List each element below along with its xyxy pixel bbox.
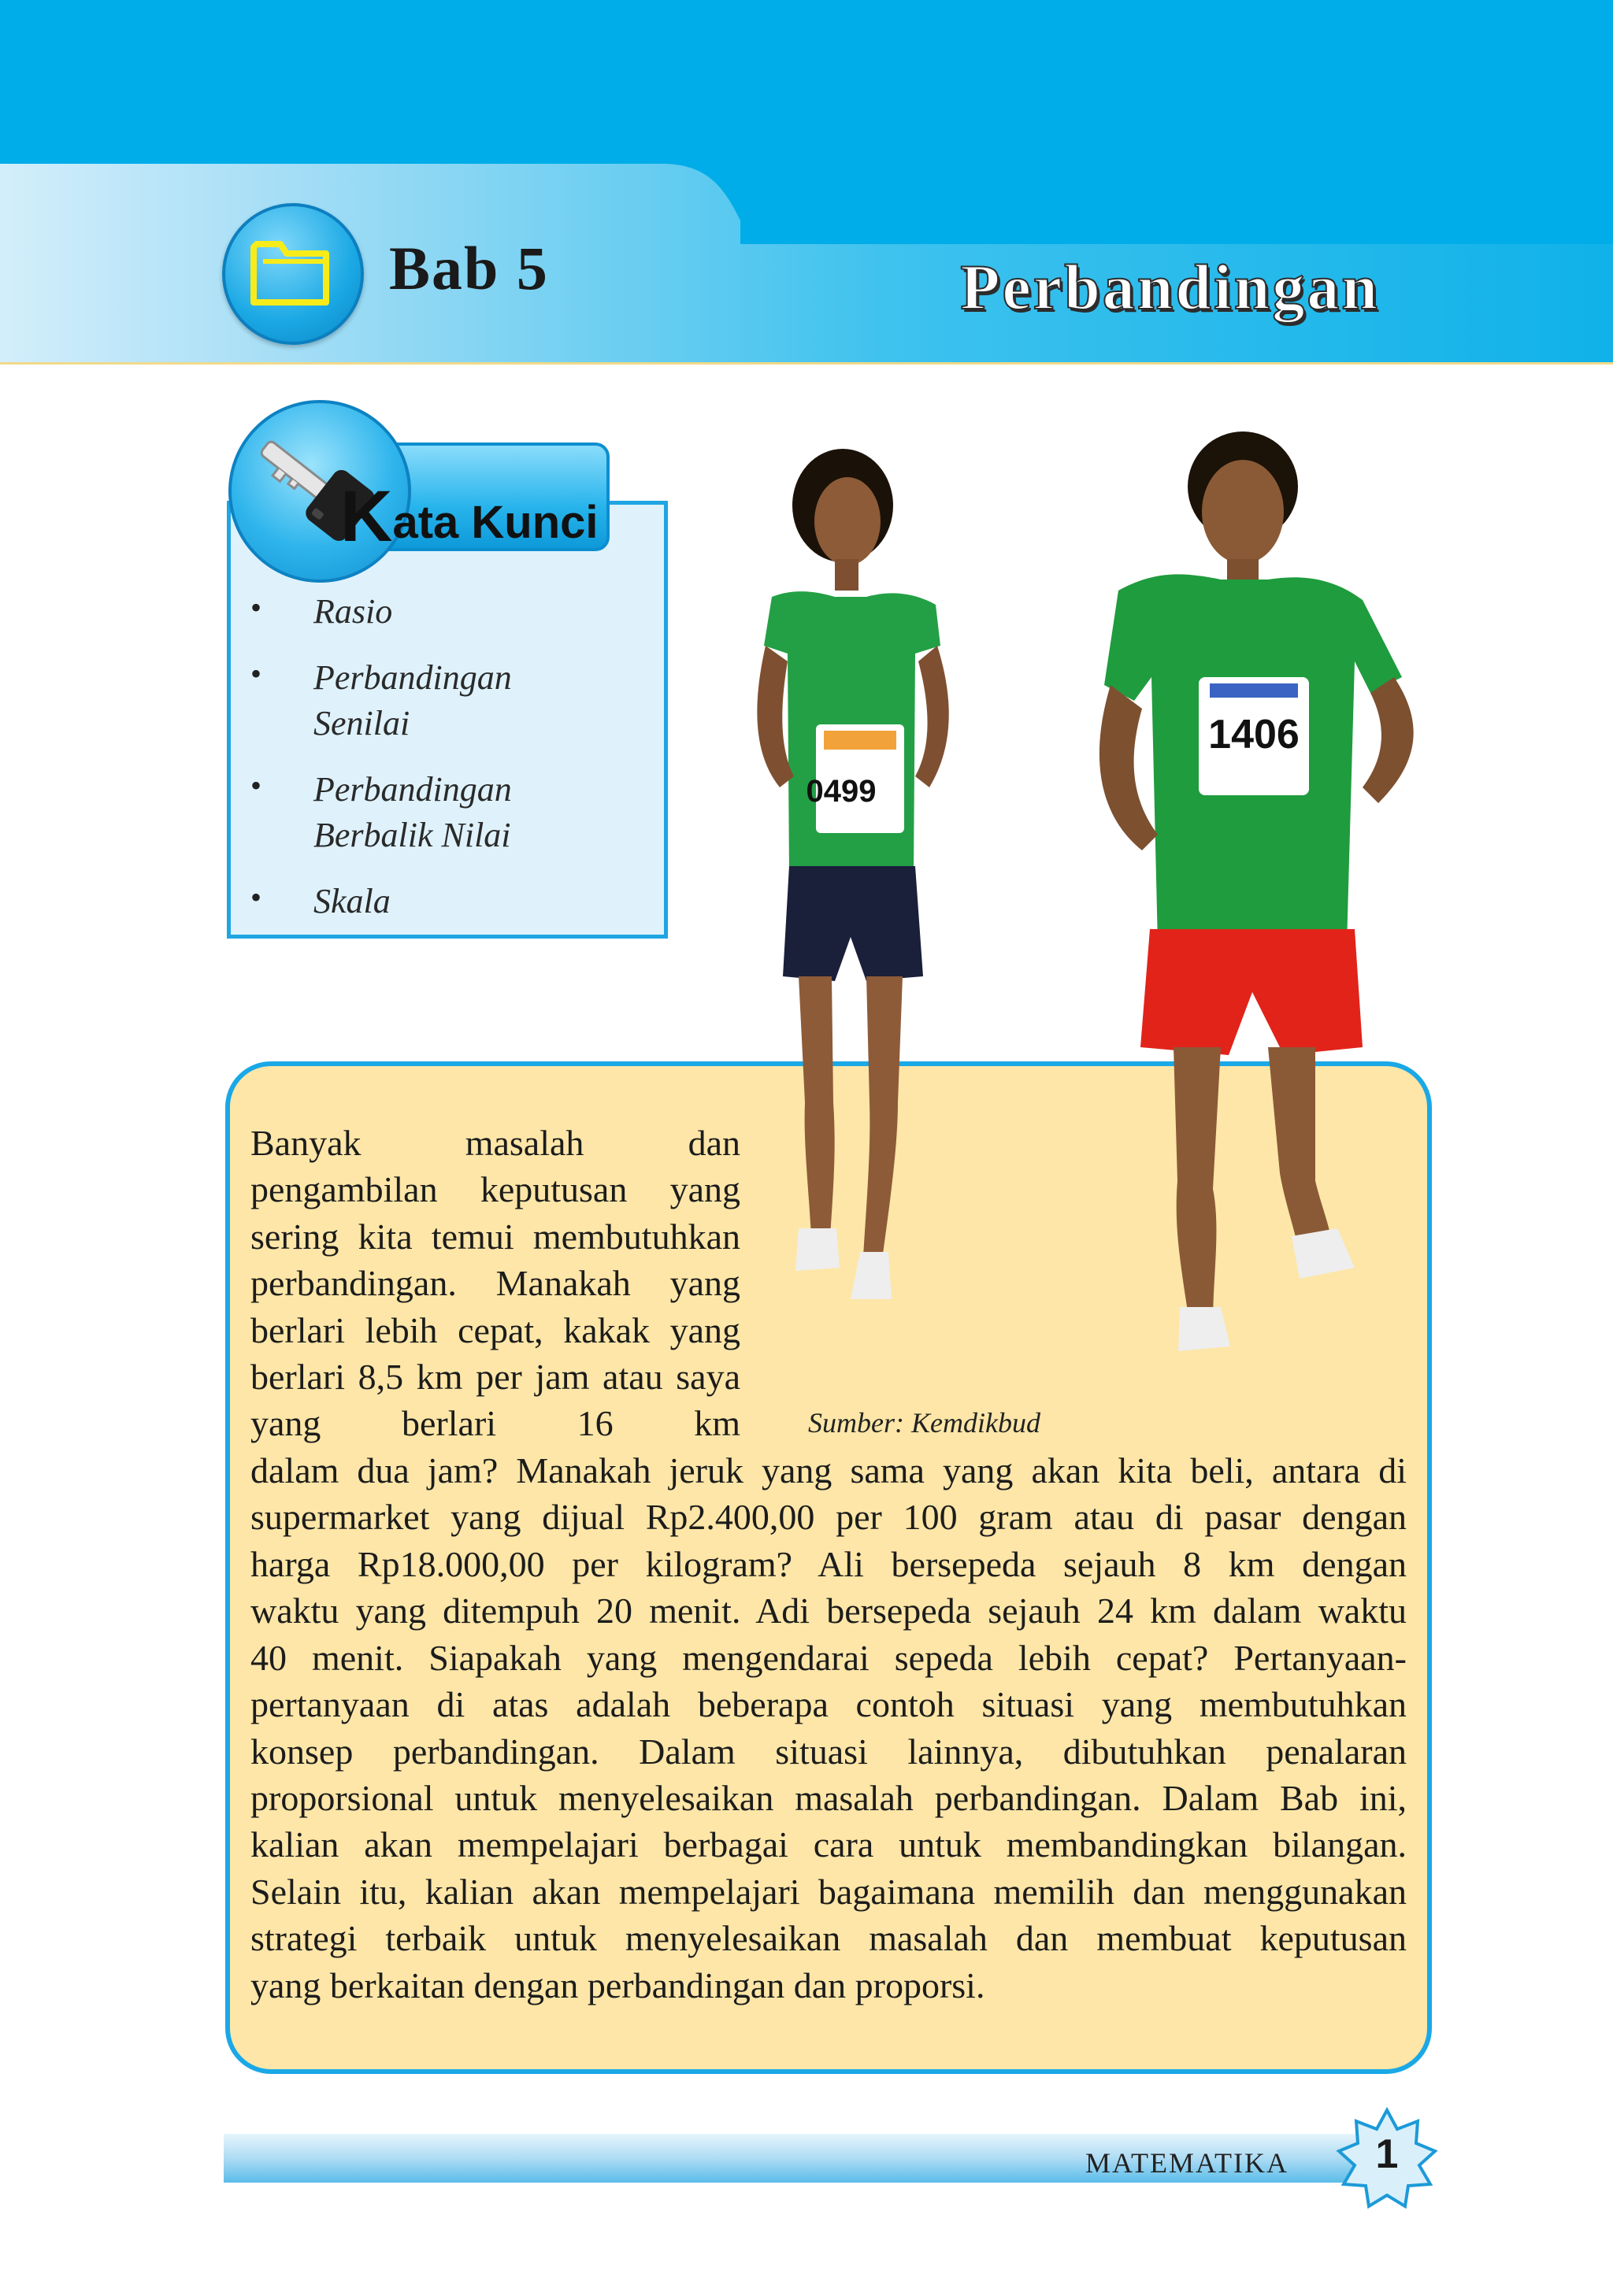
keyword-text: Perbandingan — [313, 770, 512, 809]
intro-line: 40 menit. Siapakah yang mengendarai sepeda lebih cepat? Pertanyaan- — [250, 1638, 1407, 1678]
keyword-text-cont: Senilai — [313, 704, 410, 742]
girl-bib-number: 0499 — [806, 774, 877, 809]
intro-text-narrow: Banyak masalah dan pengambilan keputusan yang sering kita temui membutuhkan perbandingan. Manakah yang berlari lebih cepat, kakak yang berlari 8,5 km per jam atau saya yang berlari 16 km — [250, 1123, 740, 1444]
intro-line: pertanyaan di atas adalah beberapa contoh situasi yang membutuhkan — [250, 1684, 1407, 1724]
bullet: • — [250, 590, 262, 625]
keyword-text-cont: Berbalik Nilai — [313, 816, 511, 854]
boy-runner — [1099, 431, 1414, 1351]
keyword-item — [246, 655, 550, 746]
intro-line: yang berkaitan dengan perbandingan dan proporsi. — [250, 1965, 985, 2005]
footer-subject: MATEMATIKA — [1085, 2147, 1289, 2179]
intro-line: harga Rp18.000,00 per kilogram? Ali bersepeda sejauh 8 km dengan — [250, 1544, 1407, 1584]
intro-line: dalam dua jam? Manakah jeruk yang sama yang akan kita beli, antara di — [250, 1450, 1407, 1491]
intro-line: proporsional untuk menyelesaikan masalah perbandingan. Dalam Bab ini, — [250, 1778, 1407, 1818]
keyword-item — [246, 767, 550, 858]
keyword-text: Perbandingan — [313, 658, 512, 697]
intro-line: strategi terbaik untuk menyelesaikan masalah dan membuat keputusan — [250, 1918, 1407, 1958]
chapter-number: Bab 5 — [389, 234, 549, 302]
bullet: • — [250, 768, 262, 803]
photo-caption: Sumber: Kemdikbud — [808, 1407, 1040, 1439]
bullet: • — [250, 880, 262, 915]
intro-line: supermarket yang dijual Rp2.400,00 per 100 gram atau di pasar dengan — [250, 1497, 1407, 1537]
keywords-title: Kata Kunci — [340, 476, 599, 557]
runners-photo — [748, 394, 1441, 1409]
boy-bib-number: 1406 — [1208, 712, 1300, 757]
header-top-band — [0, 0, 1613, 164]
keyword-item — [246, 589, 550, 635]
keyword-item — [246, 879, 550, 924]
chapter-title: Perbandingan — [960, 251, 1380, 323]
intro-line: Selain itu, kalian akan mempelajari bagaimana memilih dan menggunakan — [250, 1872, 1407, 1912]
page-number: 1 — [1375, 2131, 1399, 2177]
intro-line: konsep perbandingan. Dalam situasi lainnya, dibutuhkan penalaran — [250, 1731, 1407, 1772]
intro-line: kalian akan mempelajari berbagai cara untuk membandingkan bilangan. — [250, 1824, 1407, 1865]
folder-icon — [249, 230, 332, 313]
keywords-list — [246, 589, 550, 924]
chapter-folder-badge — [222, 203, 364, 345]
bullet: • — [250, 656, 262, 691]
girl-runner — [757, 449, 948, 1299]
keyword-text: Rasio — [313, 592, 393, 631]
keyword-text: Skala — [313, 882, 391, 920]
intro-line: waktu yang ditempuh 20 menit. Adi bersepeda sejauh 24 km dalam waktu — [250, 1591, 1407, 1631]
